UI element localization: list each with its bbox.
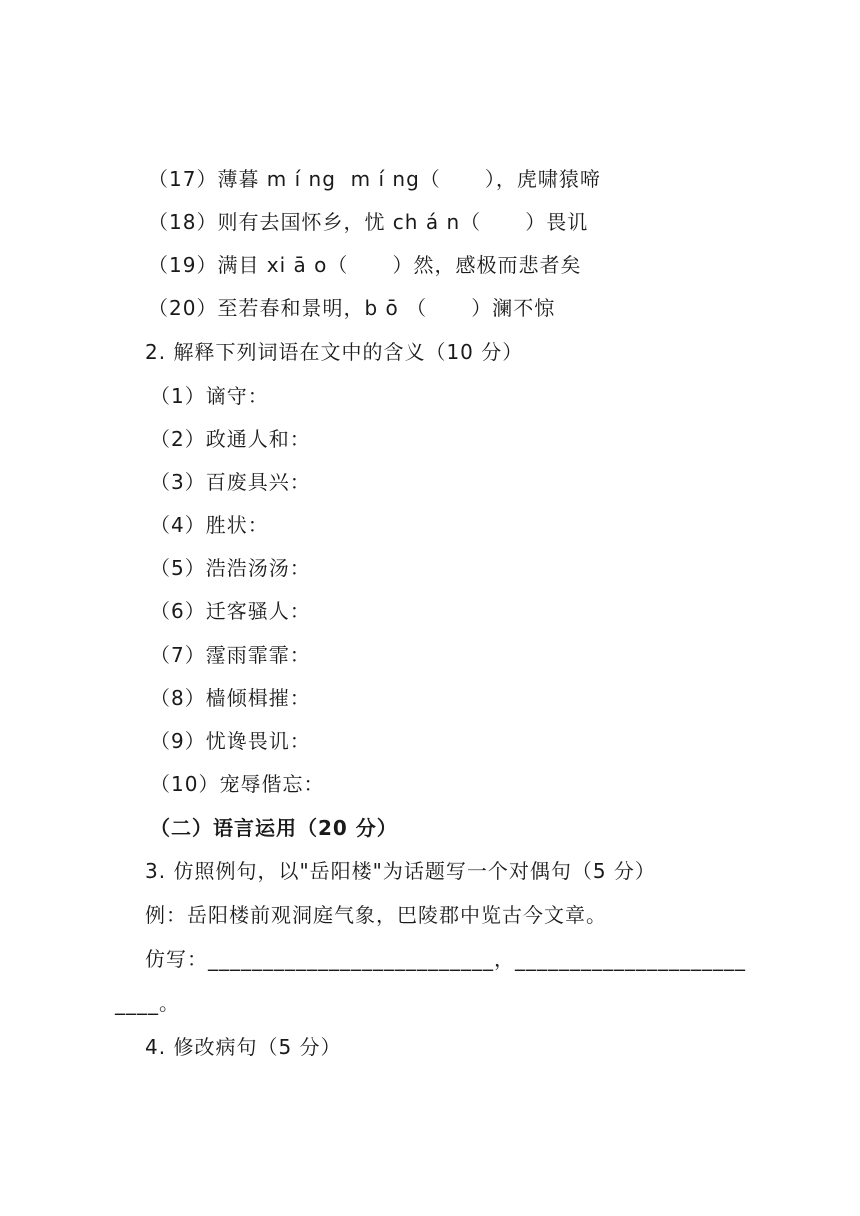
pinyin-item-19: （19）满目 xi ā o（ ）然，感极而悲者矣 [148,253,582,277]
section-2-heading: （二）语言运用（20 分） [150,816,398,840]
q3-answer-line-continuation: ____。 [115,991,180,1015]
q2-item-10: （10）宠辱偕忘： [150,772,325,796]
question-3-title: 3. 仿照例句，以"岳阳楼"为话题写一个对偶句（5 分） [145,859,656,883]
pinyin-item-17: （17）薄暮 m í ng m í ng（ ），虎啸猿啼 [148,167,601,191]
q2-item-4: （4）胜状： [150,513,269,537]
question-4-title: 4. 修改病句（5 分） [145,1035,342,1059]
q2-item-3: （3）百废具兴： [150,470,311,494]
pinyin-item-20: （20）至若春和景明，b ō （ ）澜不惊 [148,296,556,320]
q2-item-1: （1）谪守： [150,384,269,408]
q2-item-8: （8）樯倾楫摧： [150,686,311,710]
q2-item-9: （9）忧谗畏讥： [150,729,311,753]
question-2-title: 2. 解释下列词语在文中的含义（10 分） [145,340,524,364]
q3-example: 例：岳阳楼前观洞庭气象，巴陵郡中览古今文章。 [145,903,607,927]
q3-answer-line: 仿写：__________________________，_____________________ [145,947,746,971]
q2-item-6: （6）迁客骚人： [150,599,311,623]
q2-item-7: （7）霪雨霏霏： [150,643,311,667]
q2-item-5: （5）浩浩汤汤： [150,556,311,580]
q2-item-2: （2）政通人和： [150,427,311,451]
pinyin-item-18: （18）则有去国怀乡，忧 ch á n（ ）畏讥 [148,210,589,234]
